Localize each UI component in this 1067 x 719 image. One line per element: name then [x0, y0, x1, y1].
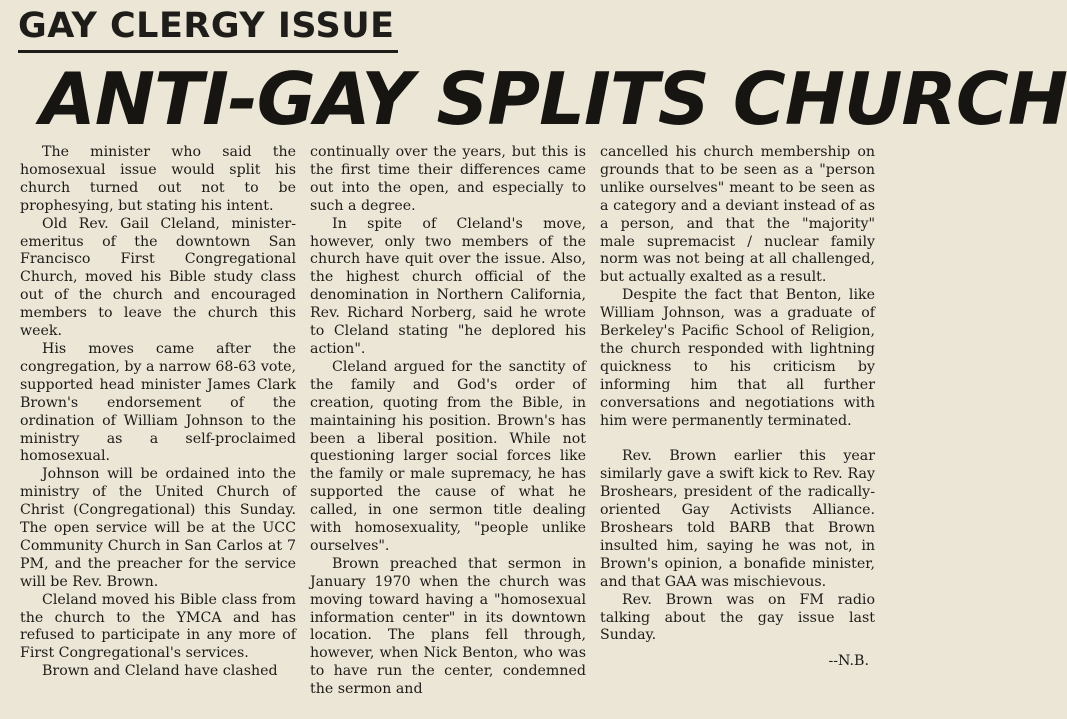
- headline: ANTI-GAY SPLITS CHURCH: [40, 57, 1067, 141]
- paragraph: Cleland argued for the sanctity of the family and God's order of creation, quoting from the Bible, in maintaining his position. Brown's has been a liberal position. While not questioning larger social forces like the family or male supremacy, he has supported the cause of what he called, in one sermon title dealing with homosexuality, "people unlike ourselves".: [310, 358, 586, 554]
- paragraph: The minister who said the homosexual issue would split his church turned out not to be prophesying, but stating his intent.: [20, 144, 296, 214]
- paragraph: Despite the fact that Benton, like William Johnson, was a graduate of Berkeley's Pacific School of Religion, the church responded with lightning quickness to his criticism by informing him that all further conversations and negotiations with him were permanently terminated.: [600, 287, 875, 429]
- kicker-underline: [18, 50, 398, 53]
- paragraph: Johnson will be ordained into the ministry of the United Church of Christ (Congregational) this Sunday. The open service will be at the UCC Community Church in San Carlos at 7 PM, and the preacher for the service will be Rev. Brown.: [20, 466, 296, 590]
- paragraph: Rev. Brown earlier this year similarly gave a swift kick to Rev. Ray Broshears, president of the radically-oriented Gay Activists Alliance. Broshears told BARB that Brown insulted him, saying he was not, in Brown's opinion, a bonafide minister, and that GAA was mischievous.: [600, 448, 875, 590]
- paragraph: Brown preached that sermon in January 1970 when the church was moving toward having a "homosexual information center" in its downtown location. The plans fell through, however, when Nick Benton, who was to have run the center, condemned the sermon and: [310, 555, 586, 698]
- paragraph: His moves came after the congregation, by a narrow 68-63 vote, supported head minister James Clark Brown's endorsement of the ordination of William Johnson to the ministry as a self-proclaimed homosexual.: [20, 340, 296, 465]
- section-kicker: GAY CLERGY ISSUE: [18, 6, 395, 46]
- paragraph: Old Rev. Gail Cleland, minister-emeritus of the downtown San Francisco First Congregational Church, moved his Bible study class out of the church and encouraged members to leave the church this week.: [20, 215, 296, 340]
- paragraph: Cleland moved his Bible class from the church to the YMCA and has refused to participate in any more of First Congregational's services.: [20, 591, 296, 662]
- paragraph: continually over the years, but this is the first time their differences came out into the open, and especially to such a degree.: [310, 144, 586, 214]
- article-column-2: [310, 144, 586, 714]
- article-column-1: [20, 144, 296, 714]
- author-signature: --N.B.: [828, 653, 869, 670]
- paragraph: cancelled his church membership on grounds that to be seen as a "person unlike ourselves" meant to be seen as a category and a deviant instead of as a person, and that the "majority" male supremacist / nuclear family norm was not being at all challenged, but actually exalted as a result.: [600, 144, 875, 286]
- paragraph: In spite of Cleland's move, however, only two members of the church have quit over the issue. Also, the highest church official of the denomination in Northern California, Rev. Richard Norberg, said he wrote to Cleland stating "he deplored his action".: [310, 215, 586, 357]
- paragraph: Brown and Cleland have clashed: [42, 663, 278, 680]
- article-column-3: [600, 144, 875, 714]
- paragraph: Rev. Brown was on FM radio talking about the gay issue last Sunday.: [600, 591, 875, 644]
- paragraph-gap: [600, 431, 875, 449]
